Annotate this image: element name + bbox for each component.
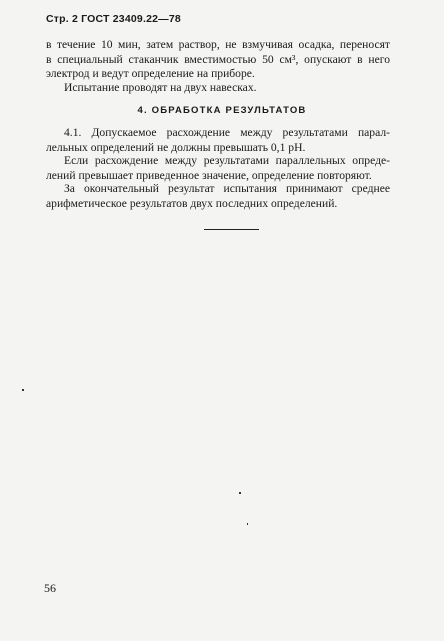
intro-line-2: в специальный стаканчик вместимостью 50 см³, опускают в него xyxy=(46,52,390,66)
repeat-line-2: лений превышает приведенное значение, определение повторяют. xyxy=(46,168,372,182)
section-title: 4. ОБРАБОТКА РЕЗУЛЬТАТОВ xyxy=(137,105,307,116)
page-header: Стр. 2 ГОСТ 23409.22—78 xyxy=(46,13,181,25)
scan-speck xyxy=(22,389,24,391)
final-result-paragraph xyxy=(46,182,390,211)
intro-note: Испытание проводят на двух навесках. xyxy=(64,81,257,94)
intro-line-3: электрод и ведут определение на приборе. xyxy=(46,67,255,80)
intro-paragraph xyxy=(46,38,390,82)
page-number: 56 xyxy=(44,581,56,595)
final-result-line-1: За окончательный результат испытания принимают среднее xyxy=(64,182,390,195)
clause-4-1 xyxy=(46,126,390,155)
repeat-line-1: Если расхождение между результатами параллельных опреде- xyxy=(64,154,390,167)
clause-4-1-line-2: лельных определений не должны превышать 0,1 pH. xyxy=(46,140,306,154)
scan-speck xyxy=(247,523,248,525)
intro-line-1: в течение 10 мин, затем раствор, не взмучивая осадка, переносят xyxy=(46,38,390,51)
end-divider xyxy=(204,229,259,230)
clause-4-1-line-1: 4.1. Допускаемое расхождение между результатами парал- xyxy=(64,126,390,139)
final-result-line-2: арифметическое результатов двух последних определений. xyxy=(46,196,338,210)
repeat-paragraph xyxy=(46,154,390,183)
scan-speck xyxy=(239,492,241,494)
